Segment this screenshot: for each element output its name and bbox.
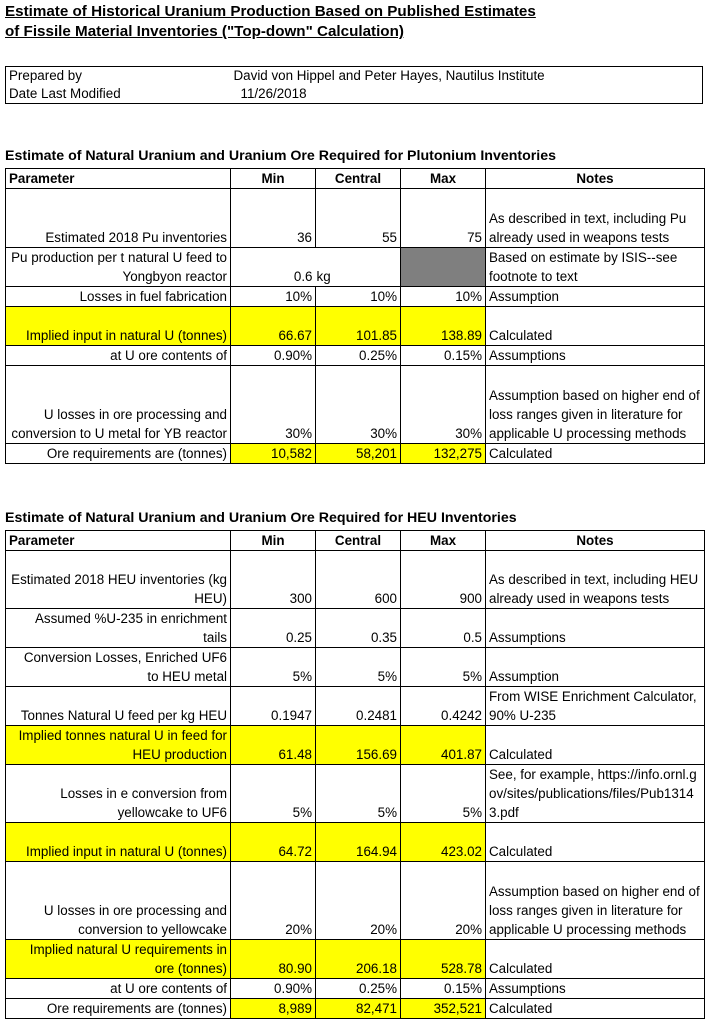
header-central: Central <box>316 531 401 551</box>
notes-cell: Assumptions <box>486 609 705 648</box>
max-cell: 423.02 <box>401 823 486 862</box>
table-row <box>6 609 705 648</box>
header-parameter: Parameter <box>6 169 231 189</box>
max-cell: 30% <box>401 366 486 444</box>
table-row <box>6 940 705 979</box>
central-cell: 0.2481 <box>316 687 401 726</box>
notes-cell: Assumptions <box>486 346 705 366</box>
max-cell: 401.87 <box>401 726 486 765</box>
max-cell: 138.89 <box>401 307 486 346</box>
min-cell: 0.90% <box>231 979 316 999</box>
max-cell: 0.5 <box>401 609 486 648</box>
header-min: Min <box>231 169 316 189</box>
min-cell: 0.25 <box>231 609 316 648</box>
table-row <box>6 346 705 366</box>
min-cell: 80.90 <box>231 940 316 979</box>
min-cell: 0.1947 <box>231 687 316 726</box>
param-cell: Estimated 2018 HEU inventories (kg HEU) <box>6 551 231 609</box>
central-cell: 156.69 <box>316 726 401 765</box>
table-row <box>6 551 705 609</box>
heu-table <box>5 530 705 1019</box>
table-row <box>6 726 705 765</box>
notes-cell: From WISE Enrichment Calculator, 90% U-235 <box>486 687 705 726</box>
notes-cell: As described in text, including HEU already used in weapons tests <box>486 551 705 609</box>
notes-cell: As described in text, including Pu already used in weapons tests <box>486 189 705 248</box>
notes-cell: Assumption based on higher end of loss ranges given in literature for applicable U processing methods <box>486 862 705 940</box>
notes-cell: Calculated <box>486 726 705 765</box>
central-cell: 0.35 <box>316 609 401 648</box>
max-cell: 75 <box>401 189 486 248</box>
central-cell: 82,471 <box>316 999 401 1019</box>
min-cell: 10% <box>231 287 316 307</box>
central-cell: 5% <box>316 648 401 687</box>
central-cell: 101.85 <box>316 307 401 346</box>
max-cell: 10% <box>401 287 486 307</box>
max-cell: 0.15% <box>401 979 486 999</box>
central-cell: 600 <box>316 551 401 609</box>
min-cell: 5% <box>231 648 316 687</box>
param-cell: Implied input in natural U (tonnes) <box>6 823 231 862</box>
max-cell-shaded <box>401 248 486 287</box>
notes-cell: Calculated <box>486 307 705 346</box>
prepared-by-value: David von Hippel and Peter Hayes, Nautilus Institute <box>233 68 545 83</box>
table-row <box>6 862 705 940</box>
table-row <box>6 823 705 862</box>
table-row <box>6 189 705 248</box>
param-cell: Losses in fuel fabrication <box>6 287 231 307</box>
header-parameter: Parameter <box>6 531 231 551</box>
central-cell: 20% <box>316 862 401 940</box>
notes-cell: Calculated <box>486 444 705 464</box>
heu-header-row <box>6 531 705 551</box>
date-value <box>231 85 703 104</box>
param-cell: Implied input in natural U (tonnes) <box>6 307 231 346</box>
min-cell: 8,989 <box>231 999 316 1019</box>
notes-cell: See, for example, https://info.ornl.gov/sites/publications/files/Pub13143.pdf <box>486 765 705 823</box>
max-cell: 352,521 <box>401 999 486 1019</box>
min-cell: 30% <box>231 366 316 444</box>
notes-cell: Assumptions <box>486 979 705 999</box>
max-cell: 528.78 <box>401 940 486 979</box>
param-cell: Estimated 2018 Pu inventories <box>6 189 231 248</box>
metadata-table <box>5 66 703 104</box>
central-cell: 0.25% <box>316 979 401 999</box>
min-cell: 64.72 <box>231 823 316 862</box>
title-line-1: Estimate of Historical Uranium Production Based on Published Estimates <box>5 3 536 20</box>
central-cell: 55 <box>316 189 401 248</box>
param-cell: U losses in ore processing and conversion to U metal for YB reactor <box>6 366 231 444</box>
min-cell: 0.6 <box>231 248 316 287</box>
notes-cell: Based on estimate by ISIS--see footnote to text <box>486 248 705 287</box>
header-max: Max <box>401 531 486 551</box>
notes-cell: Calculated <box>486 823 705 862</box>
param-cell: Ore requirements are (tonnes) <box>6 444 231 464</box>
central-cell: 5% <box>316 765 401 823</box>
param-cell: U losses in ore processing and conversion to yellowcake <box>6 862 231 940</box>
param-cell: Ore requirements are (tonnes) <box>6 999 231 1019</box>
min-cell: 0.90% <box>231 346 316 366</box>
notes-cell: Calculated <box>486 940 705 979</box>
table-row <box>6 366 705 444</box>
table-row <box>6 444 705 464</box>
central-cell: 164.94 <box>316 823 401 862</box>
central-cell: kg <box>316 248 401 287</box>
max-cell: 5% <box>401 765 486 823</box>
param-cell: at U ore contents of <box>6 346 231 366</box>
param-cell: Implied natural U requirements in ore (tonnes) <box>6 940 231 979</box>
table-row <box>6 287 705 307</box>
max-cell: 5% <box>401 648 486 687</box>
pu-header-row <box>6 169 705 189</box>
table-row <box>6 979 705 999</box>
table-row <box>6 248 705 287</box>
param-cell: Tonnes Natural U feed per kg HEU <box>6 687 231 726</box>
notes-cell: Assumption <box>486 648 705 687</box>
max-cell: 0.15% <box>401 346 486 366</box>
central-cell: 30% <box>316 366 401 444</box>
table-row <box>6 307 705 346</box>
min-cell: 300 <box>231 551 316 609</box>
date-value-text: 11/26/2018 <box>240 86 307 101</box>
document-title <box>5 2 705 42</box>
max-cell: 900 <box>401 551 486 609</box>
min-cell: 20% <box>231 862 316 940</box>
central-cell: 0.25% <box>316 346 401 366</box>
pu-table <box>5 168 705 464</box>
max-cell: 0.4242 <box>401 687 486 726</box>
min-cell: 66.67 <box>231 307 316 346</box>
min-cell: 5% <box>231 765 316 823</box>
central-cell: 10% <box>316 287 401 307</box>
param-cell: Losses in e conversion from yellowcake to UF6 <box>6 765 231 823</box>
param-cell: Pu production per t natural U feed to Yongbyon reactor <box>6 248 231 287</box>
header-notes: Notes <box>486 169 705 189</box>
max-cell: 20% <box>401 862 486 940</box>
title-line-2: of Fissile Material Inventories ("Top-down" Calculation) <box>5 23 404 40</box>
table-row <box>6 687 705 726</box>
pu-section-title: Estimate of Natural Uranium and Uranium Ore Required for Plutonium Inventories <box>5 148 557 164</box>
param-cell: at U ore contents of <box>6 979 231 999</box>
header-max: Max <box>401 169 486 189</box>
param-cell: Assumed %U-235 in enrichment tails <box>6 609 231 648</box>
table-row <box>6 648 705 687</box>
heu-section-title: Estimate of Natural Uranium and Uranium Ore Required for HEU Inventories <box>5 510 517 526</box>
min-cell: 61.48 <box>231 726 316 765</box>
date-label: Date Last Modified <box>9 86 121 101</box>
param-cell: Implied tonnes natural U in feed for HEU production <box>6 726 231 765</box>
param-cell: Conversion Losses, Enriched UF6 to HEU metal <box>6 648 231 687</box>
min-cell: 10,582 <box>231 444 316 464</box>
header-central: Central <box>316 169 401 189</box>
central-cell: 206.18 <box>316 940 401 979</box>
header-min: Min <box>231 531 316 551</box>
header-notes: Notes <box>486 531 705 551</box>
notes-cell: Assumption <box>486 287 705 307</box>
min-cell: 36 <box>231 189 316 248</box>
max-cell: 132,275 <box>401 444 486 464</box>
notes-cell: Assumption based on higher end of loss ranges given in literature for applicable U processing methods <box>486 366 705 444</box>
central-cell: 58,201 <box>316 444 401 464</box>
prepared-by-label: Prepared by <box>9 68 82 83</box>
notes-cell: Calculated <box>486 999 705 1019</box>
table-row <box>6 999 705 1019</box>
table-row <box>6 765 705 823</box>
